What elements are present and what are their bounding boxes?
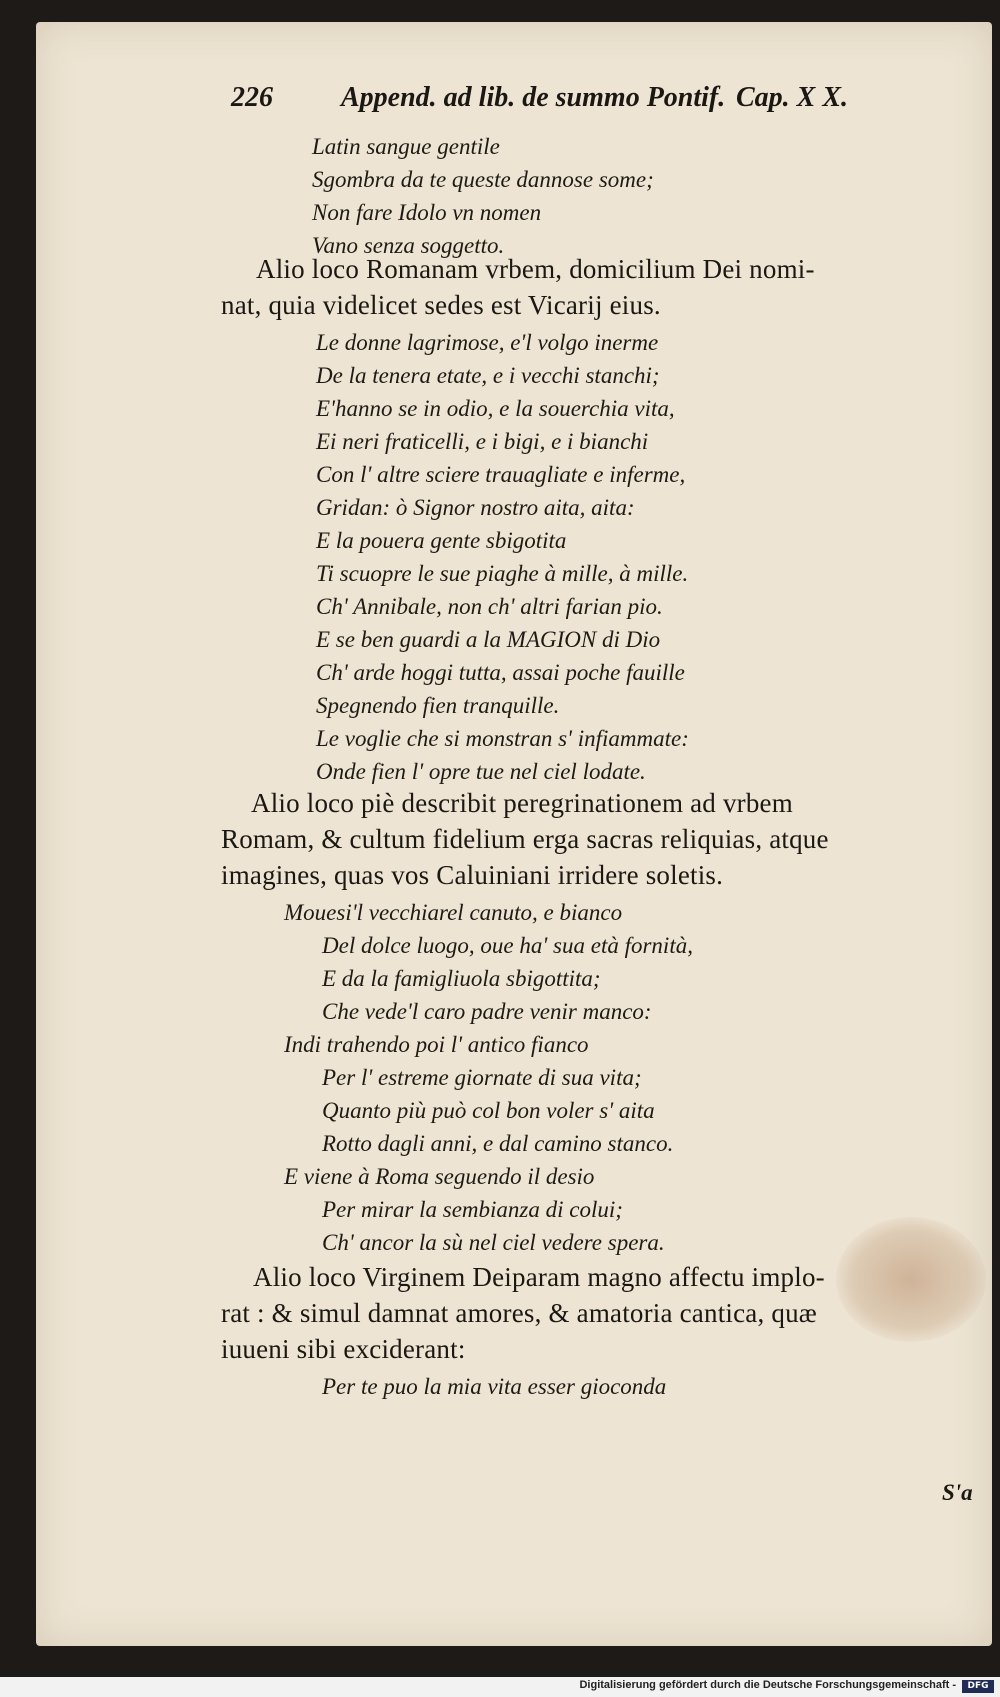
- verse-line: E se ben guardi a la MAGION di Dio: [316, 627, 661, 652]
- prose-line: Alio loco piè describit peregrinationem ad vrbem: [251, 788, 793, 818]
- verse-line: E la pouera gente sbigotita: [316, 528, 567, 553]
- verse-line: Quanto più può col bon voler s' aita: [322, 1098, 655, 1123]
- verse-line: Onde fien l' opre tue nel ciel lodate.: [316, 759, 646, 784]
- verse-line: Spegnendo fien tranquille.: [316, 693, 560, 718]
- prose-line: rat : & simul damnat amores, & amatoria cantica, quæ: [221, 1298, 817, 1328]
- verse-line: E'hanno se in odio, e la souerchia vita,: [316, 396, 675, 421]
- verse-line: E da la famigliuola sbigottita;: [322, 966, 601, 991]
- verse-line: Ch' ancor la sù nel ciel vedere spera.: [322, 1230, 665, 1255]
- digitization-footer: [0, 1677, 1000, 1697]
- book-page: [36, 22, 992, 1646]
- verse-line: Indi trahendo poi l' antico fianco: [284, 1032, 589, 1057]
- verse-line: Vano senza soggetto.: [312, 233, 505, 258]
- prose-line: Romam, & cultum fidelium erga sacras reliquias, atque: [221, 824, 829, 854]
- paper-stain: [836, 1217, 986, 1342]
- prose-line: imagines, quas vos Caluiniani irridere soletis.: [221, 860, 724, 890]
- verse-line: E viene à Roma seguendo il desio: [284, 1164, 595, 1189]
- verse-line: Per l' estreme giornate di sua vita;: [322, 1065, 642, 1090]
- prose-line: iuueni sibi exciderant:: [221, 1334, 466, 1364]
- verse-line: Gridan: ò Signor nostro aita, aita:: [316, 495, 635, 520]
- verse-line: Ti scuopre le sue piaghe à mille, à mille.: [316, 561, 689, 586]
- prose-line: nat, quia videlicet sedes est Vicarij eius.: [221, 290, 661, 320]
- catchword: S'a: [942, 1480, 973, 1505]
- chapter-label: Cap. X X.: [736, 82, 849, 113]
- verse-line: Ch' Annibale, non ch' altri farian pio.: [316, 594, 663, 619]
- running-title: Append. ad lib. de summo Pontif.: [341, 82, 726, 113]
- verse-line: Non fare Idolo vn nomen: [312, 200, 542, 225]
- verse-line: Latin sangue gentile: [312, 134, 500, 159]
- verse-line: Mouesi'l vecchiarel canuto, e bianco: [284, 900, 623, 925]
- verse-line: Rotto dagli anni, e dal camino stanco.: [322, 1131, 674, 1156]
- verse-line: Sgombra da te queste dannose some;: [312, 167, 654, 192]
- verse-line: Le donne lagrimose, e'l volgo inerme: [316, 330, 659, 355]
- verse-line: Per mirar la sembianza di colui;: [322, 1197, 623, 1222]
- verse-line: Con l' altre sciere trauagliate e inferme,: [316, 462, 686, 487]
- prose-line: Alio loco Virginem Deiparam magno affectu implo-: [253, 1262, 825, 1292]
- verse-line: Ei neri fraticelli, e i bigi, e i bianchi: [316, 429, 649, 454]
- page-number: 226: [231, 82, 273, 113]
- verse-line: Del dolce luogo, oue ha' sua età fornità,: [322, 933, 693, 958]
- verse-line: De la tenera etate, e i vecchi stanchi;: [316, 363, 660, 388]
- prose-line: Alio loco Romanam vrbem, domicilium Dei nomi-: [256, 254, 815, 284]
- verse-line: Ch' arde hoggi tutta, assai poche fauille: [316, 660, 685, 685]
- footer-credit: Digitalisierung gefördert durch die Deutsche Forschungsgemeinschaft -: [579, 1679, 956, 1691]
- verse-line: Per te puo la mia vita esser gioconda: [322, 1374, 667, 1399]
- verse-line: Le voglie che si monstran s' infiammate:: [316, 726, 689, 751]
- dfg-logo: DFG: [962, 1680, 994, 1693]
- verse-line: Che vede'l caro padre venir manco:: [322, 999, 652, 1024]
